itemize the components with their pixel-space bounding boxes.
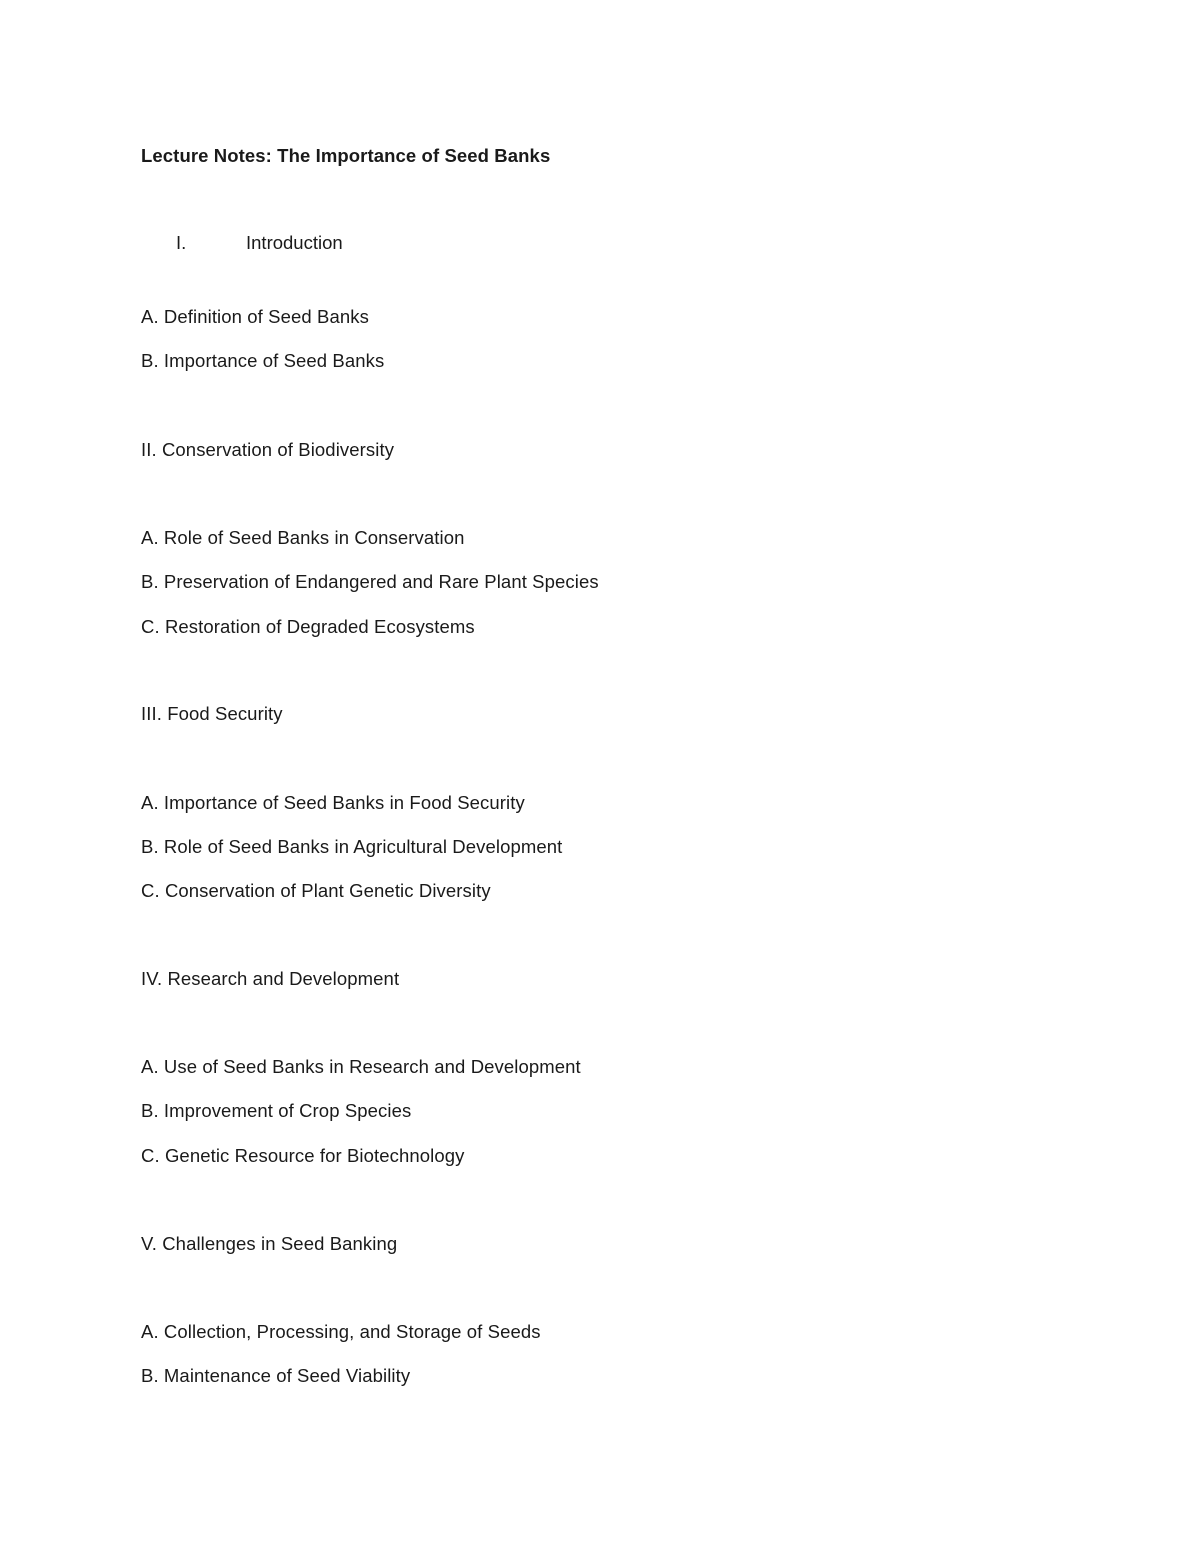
section-heading-intro: Introduction	[246, 232, 343, 253]
outline-item: B. Importance of Seed Banks	[141, 350, 385, 371]
section-heading-food-security: III. Food Security	[141, 703, 283, 724]
outline-item: A. Collection, Processing, and Storage of Seeds	[141, 1321, 541, 1342]
section-numeral-intro: I.	[176, 232, 187, 253]
outline-item: A. Definition of Seed Banks	[141, 306, 369, 327]
outline-item: B. Preservation of Endangered and Rare Plant Species	[141, 571, 599, 592]
outline-item: B. Maintenance of Seed Viability	[141, 1365, 411, 1386]
document-title: Lecture Notes: The Importance of Seed Banks	[141, 145, 551, 166]
outline-item: C. Conservation of Plant Genetic Diversity	[141, 880, 491, 901]
outline-item: A. Role of Seed Banks in Conservation	[141, 527, 465, 548]
outline-item: C. Restoration of Degraded Ecosystems	[141, 616, 475, 637]
section-heading-challenges: V. Challenges in Seed Banking	[141, 1233, 398, 1254]
outline-item: B. Improvement of Crop Species	[141, 1100, 412, 1121]
outline-item: A. Use of Seed Banks in Research and Development	[141, 1056, 581, 1077]
section-heading-research: IV. Research and Development	[141, 968, 400, 989]
section-heading-conservation: II. Conservation of Biodiversity	[141, 439, 395, 460]
outline-item: A. Importance of Seed Banks in Food Security	[141, 792, 525, 813]
outline-item: B. Role of Seed Banks in Agricultural Development	[141, 836, 563, 857]
outline-item: C. Genetic Resource for Biotechnology	[141, 1145, 465, 1166]
